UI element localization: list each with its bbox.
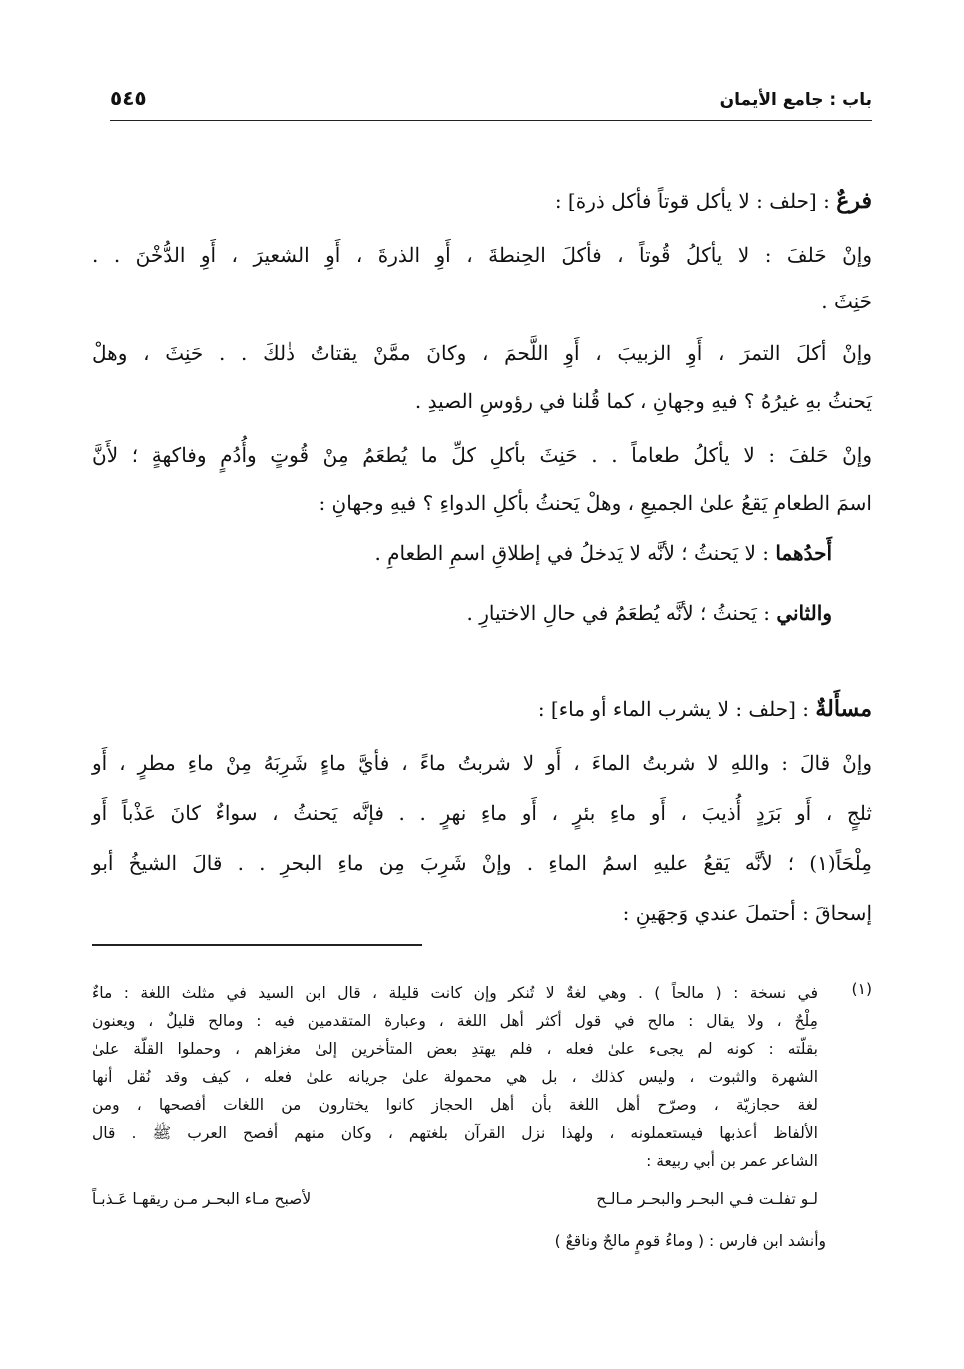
paragraph-line: وإنْ حَلفَ : لا يأكلُ طعاماً . . حَنِثَ بأكلِ كلِّ ما يُطعَمُ مِنْ قُوتٍ وأُدُمٍ وفاكهةٍ ؛ لأَنَّ — [92, 443, 872, 467]
opinion-term: أَحدُهما — [775, 541, 832, 565]
paragraph-line: ثلجٍ ، أَو بَرَدٍ أُذيبَ ، أَو ماءِ بئرٍ ، أَو ماءِ نهرٍ . . فإنَّه يَحنثُ ، سواءٌ كانَ عَذْباً أَو — [92, 801, 872, 825]
opinion-line — [374, 538, 832, 568]
page-number: ٥٤٥ — [110, 86, 147, 110]
section-heading — [555, 186, 872, 216]
footnote-line: وأنشد ابن فارس : ( وماءُ قومٍ مالحٌ وناقعٌ ) — [554, 1232, 826, 1250]
opinion-text: : لا يَحنثُ ؛ لأنَّه لا يَدخلُ في إطلاقِ اسمِ الطعامِ . — [374, 541, 776, 565]
section-heading — [538, 694, 872, 724]
section-heading-label: فرعٌ — [836, 188, 872, 214]
section-heading-text: : [حلف : لا يأكل قوتاً فأكل ذرة] : — [554, 189, 837, 213]
page-header — [110, 84, 872, 121]
paragraph-line: وإنْ قالَ : واللهِ لا شربتُ الماءَ ، أَو لا شربتُ ماءً ، فأيَّ ماءٍ شَرِبَهُ مِنْ ماءِ مطرٍ ، أَو — [92, 751, 872, 775]
opinion-line — [466, 598, 832, 628]
verse-second-hemistich: لأصبح مـاء البحـر مـن ريقهـا عَـذبـاً — [92, 1190, 312, 1208]
paragraph-line: وإنْ أكلَ التمرَ ، أَوِ الزبيبَ ، أَوِ اللَّحمَ ، وكانَ ممَّنْ يقتاتُ ذٰلكَ . . حَنِثَ ، وهلْ — [92, 341, 872, 365]
paragraph-line: إسحاقَ : أحتملَ عندي وَجهَينِ : — [622, 901, 872, 925]
opinion-term: والثاني — [776, 601, 832, 625]
footnote-line: الألفاظ أعذبها فيستعملونه ، ولهذا نزل القرآن بلغتهم ، وكان منهم أفصح العرب ﷺ . قال — [92, 1124, 818, 1142]
paragraph-line: وإنْ حَلفَ : لا يأكلُ قُوتاً ، فأكلَ الحِنطةَ ، أَوِ الذرةَ ، أَوِ الشعيرَ ، أَوِ الدُّخْنَ . . — [92, 243, 872, 267]
footnote-line: لغة حجازيّة ، وصرّح أهل اللغة بأن أهل الحجاز كانوا يختارون من اللغات أفصحها ، ومن — [92, 1096, 818, 1114]
paragraph-line: اسمَ الطعامِ يَقعُ علىٰ الجميعِ ، وهلْ يَحنثُ بأكلِ الدواءِ ؟ فيهِ وجهانِ : — [318, 491, 872, 515]
section-heading-text: : [حلف : لا يشرب الماء أو ماء] : — [537, 697, 816, 721]
footnote-line: مِلْحٌ ، ولا يقال : مالح في قول أكثر أهل اللغة ، وعبارة المتقدمين فيه : ومالح قليلٌ ، ويعنون — [92, 1012, 818, 1030]
paragraph-line: حَنِثَ . — [821, 289, 872, 313]
footnote-divider — [92, 944, 422, 946]
footnote-line: بقلّته : كونه لم يجىء علىٰ فعله ، فلم يهتدِ بعض المتأخرين إلىٰ مغزاهم ، وحملوا القلّة علىٰ — [92, 1040, 818, 1058]
footnote-line: الشاعر عمر بن أبي ربيعة : — [646, 1152, 818, 1170]
chapter-title: باب : جامع الأيمان — [719, 90, 872, 110]
paragraph-line: مِلْحَاً(١) ؛ لأنَّه يَقعُ عليهِ اسمُ الماءِ . وإنْ شَرِبَ مِن ماءِ البحرِ . . قالَ الشيخُ أبو — [92, 851, 872, 875]
verse-first-hemistich: لـو تفلـت فـي البحـر والبحـر مـالـح — [596, 1190, 818, 1208]
footnote-number: (١) — [851, 980, 872, 998]
opinion-text: : يَحنثُ ؛ لأنَّه يُطعَمُ في حالِ الاختيارِ . — [466, 601, 777, 625]
footnote-line: في نسخة : ( مالحاً ) . وهي لغةٌ لا تُنكر وإن كانت قليلة ، قال ابن السيد في مثلث اللغة : ماءٌ — [92, 984, 818, 1002]
paragraph-line: يَحنثُ بهِ غيرُهُ ؟ فيهِ وجهانِ ، كما قُلنا في رؤوسِ الصيدِ . — [414, 389, 872, 413]
footnote-line: الشهرة والثبوت ، وليس كذلك ، بل هي محمولة علىٰ جريانه علىٰ فعله ، كيف وقد نُقل أنها — [92, 1068, 818, 1086]
section-heading-label: مسأَلةٌ — [815, 696, 872, 722]
